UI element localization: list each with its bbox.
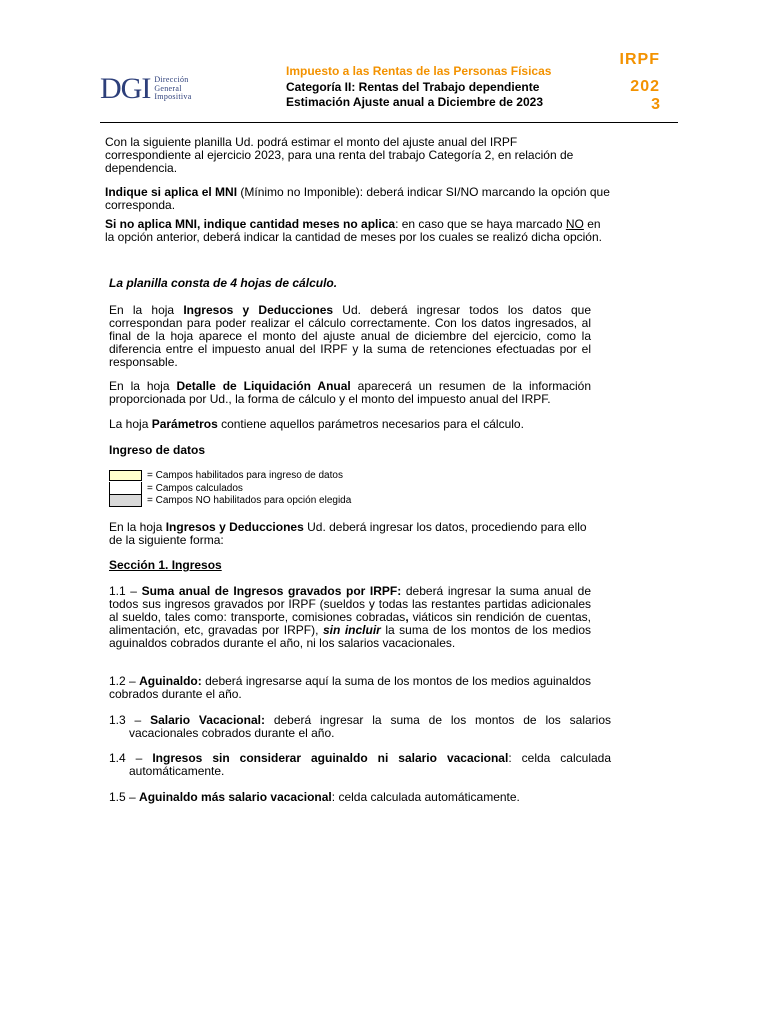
mni-paragraph xyxy=(105,186,610,212)
item-text: deberá ingresar la suma anual de todos sus ingresos gravados por IRPF (sueldos y todas las restantes partidas adicionales al sueldo, tales como: transporte, comisiones cobradas xyxy=(109,584,592,624)
section-1-heading: Sección 1. Ingresos xyxy=(109,558,222,572)
header-divider xyxy=(100,122,678,123)
header-category: Categoría II: Rentas del Trabajo dependiente xyxy=(286,79,540,94)
item-number: 1.5 – xyxy=(109,790,140,804)
item-1-1 xyxy=(109,585,591,650)
mni-label: Indique si aplica el MNI xyxy=(105,185,238,199)
ingreso-datos-heading: Ingreso de datos xyxy=(109,443,206,457)
no-mni-text: : en caso que se haya marcado xyxy=(395,217,566,231)
badge-part: IRPF xyxy=(619,51,660,68)
hoja3-post: contiene aquellos parámetros necesarios para el cálculo. xyxy=(217,417,524,431)
logo-line: General xyxy=(154,83,182,93)
badge-part: 3 xyxy=(651,96,660,113)
logo-line: Impositiva xyxy=(154,92,192,102)
item-bold-comma: , xyxy=(405,610,409,624)
hoja2-post: aparecerá un resumen de la información proporcionada por Ud., la forma de cálculo y el monto del impuesto anual del IRPF. xyxy=(109,379,591,406)
item-label: Salario Vacacional: xyxy=(150,713,265,727)
hoja1-pre: En la hoja xyxy=(109,303,184,317)
hoja3-pre: La hoja xyxy=(109,417,152,431)
legend-label: = Campos NO habilitados para opción elegida xyxy=(147,495,352,507)
hoja-parametros-paragraph xyxy=(109,418,591,431)
hoja2-name: Detalle de Liquidación Anual xyxy=(176,379,351,393)
header-estimate: Estimación Ajuste anual a Diciembre de 2023 xyxy=(286,95,543,109)
item-label: Suma anual de Ingresos gravados por IRPF: xyxy=(141,584,402,598)
badge-part: 202 xyxy=(630,78,660,95)
planilla-heading: La planilla consta de 4 hojas de cálculo. xyxy=(109,276,338,290)
item-number: 1.4 – xyxy=(109,751,153,765)
item-text: deberá ingresar la suma de los montos de los salarios vacacionales cobrados durante el año. xyxy=(129,713,611,740)
header-title: Impuesto a las Rentas de las Personas Físicas xyxy=(286,64,552,78)
item-text-3: la suma de los montos de los medios aguinaldos cobrados durante el año, ni los salarios vacacionales. xyxy=(109,623,591,650)
item-number: 1.1 – xyxy=(109,584,142,598)
legend-swatch xyxy=(109,482,142,495)
hoja1-name: Ingresos y Deducciones xyxy=(183,303,334,317)
legend-row xyxy=(109,483,351,496)
cell-color-legend xyxy=(109,470,351,508)
en-hoja-pre: En la hoja xyxy=(109,520,166,534)
item-1-2 xyxy=(109,675,591,701)
item-text: deberá ingresarse aquí la suma de los montos de los medios aguinaldos cobrados durante el año. xyxy=(109,674,591,701)
legend-swatch xyxy=(109,495,142,508)
document-header xyxy=(286,64,551,111)
en-hoja-post: Ud. deberá ingresar los datos, procediendo para ello de la siguiente forma: xyxy=(109,520,587,547)
hoja3-name: Parámetros xyxy=(151,417,218,431)
legend-row xyxy=(109,495,351,508)
dgi-logo-mark: DGI xyxy=(100,72,151,105)
en-hoja-name: Ingresos y Deducciones xyxy=(165,520,304,534)
dgi-logo xyxy=(100,74,192,104)
hoja1-post: Ud. deberá ingresar todos los datos que correspondan para poder realizar el cálculo correctamente. Con los datos ingresados, al final de la hoja aparece el monto del ajuste anual de diciembre del ejercicio, como la diferencia entre el impuesto anual del IRPF y la suma de retenciones efectuadas por el responsable. xyxy=(109,303,591,369)
intro-paragraph: Con la siguiente planilla Ud. podrá estimar el monto del ajuste anual del IRPF correspondiente al ejercicio 2023, para una renta del trabajo Categoría 2, en relación de dependencia. xyxy=(105,135,574,175)
no-mni-underlined: NO xyxy=(565,217,584,231)
legend-row xyxy=(109,470,351,483)
item-1-4 xyxy=(109,752,611,778)
item-text: : celda calculada automáticamente. xyxy=(331,790,520,804)
item-label: Ingresos sin considerar aguinaldo ni salario vacacional xyxy=(152,751,509,765)
item-1-3 xyxy=(109,714,611,740)
logo-line: Dirección xyxy=(154,75,189,85)
no-mni-paragraph xyxy=(105,218,610,244)
item-label: Aguinaldo: xyxy=(139,674,202,688)
item-number: 1.3 – xyxy=(109,713,151,727)
legend-label: = Campos habilitados para ingreso de datos xyxy=(147,470,343,482)
item-number: 1.2 – xyxy=(109,674,140,688)
item-label: Aguinaldo más salario vacacional xyxy=(139,790,332,804)
no-mni-text-2: en la opción anterior, deberá indicar la cantidad de meses por los cuales se realizó dicha opción. xyxy=(105,217,602,244)
hoja-detalle-paragraph xyxy=(109,380,591,406)
irpf-year-badge xyxy=(612,51,662,113)
no-mni-label: Si no aplica MNI, indique cantidad meses no aplica xyxy=(105,217,396,231)
item-text: : celda calculada automáticamente. xyxy=(129,751,612,778)
item-text-2: viáticos sin rendición de cuentas, alimentación, etc, gravadas por IRPF), xyxy=(109,610,591,637)
item-1-5 xyxy=(109,791,591,804)
hoja-ingresos-paragraph xyxy=(109,304,591,369)
legend-label: = Campos calculados xyxy=(147,482,243,494)
en-hoja-paragraph xyxy=(109,521,591,547)
legend-swatch xyxy=(109,470,142,481)
mni-text: (Mínimo no Imponible): deberá indicar SI/NO marcando la opción que corresponda. xyxy=(105,185,610,212)
hoja2-pre: En la hoja xyxy=(109,379,177,393)
dgi-logo-text xyxy=(154,76,191,102)
item-emphasis: sin incluir xyxy=(322,623,381,637)
